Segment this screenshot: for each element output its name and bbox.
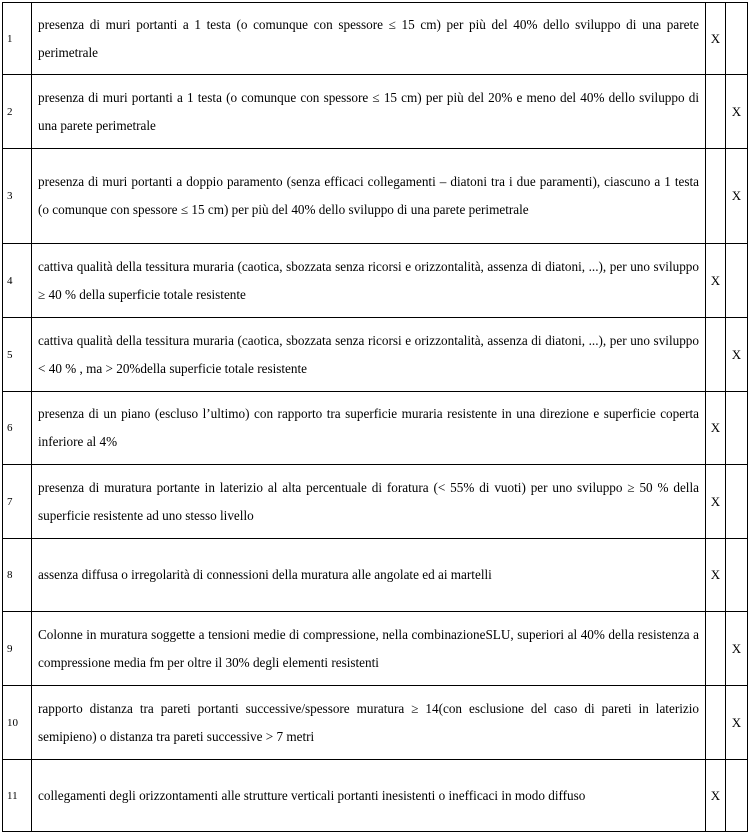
table-row bbox=[3, 686, 748, 760]
table-row bbox=[3, 539, 748, 612]
row-description: presenza di muri portanti a doppio paramento (senza efficaci collegamenti – diatoni tra i due paramenti), ciascuno a 1 testa (o comunque con spessore ≤ 15 cm) per più del 40% dello sviluppo di una parete perimetrale bbox=[32, 149, 706, 244]
row-mark-col2 bbox=[726, 244, 748, 318]
table-row bbox=[3, 465, 748, 539]
row-number: 2 bbox=[3, 75, 32, 149]
row-number: 9 bbox=[3, 612, 32, 686]
row-mark-col1: X bbox=[706, 392, 726, 465]
table-row bbox=[3, 392, 748, 465]
row-mark-col2: X bbox=[726, 318, 748, 392]
row-number: 11 bbox=[3, 760, 32, 832]
row-description: cattiva qualità della tessitura muraria (caotica, sbozzata senza ricorsi e orizzontalità, assenza di diatoni, ...), per uno sviluppo < 40 % , ma > 20%della superficie totale resistente bbox=[32, 318, 706, 392]
row-description: cattiva qualità della tessitura muraria (caotica, sbozzata senza ricorsi e orizzontalità, assenza di diatoni, ...), per uno sviluppo ≥ 40 % della superficie totale resistente bbox=[32, 244, 706, 318]
row-number: 7 bbox=[3, 465, 32, 539]
table-row bbox=[3, 244, 748, 318]
row-mark-col2 bbox=[726, 465, 748, 539]
row-description: rapporto distanza tra pareti portanti successive/spessore muratura ≥ 14(con esclusione del caso di pareti in laterizio semipieno) o distanza tra pareti successive > 7 metri bbox=[32, 686, 706, 760]
row-mark-col1: X bbox=[706, 3, 726, 75]
row-number: 5 bbox=[3, 318, 32, 392]
row-number: 8 bbox=[3, 539, 32, 612]
row-mark-col2 bbox=[726, 760, 748, 832]
row-mark-col1 bbox=[706, 149, 726, 244]
table-row bbox=[3, 612, 748, 686]
row-mark-col1: X bbox=[706, 539, 726, 612]
row-mark-col1 bbox=[706, 686, 726, 760]
table-row bbox=[3, 149, 748, 244]
row-mark-col1: X bbox=[706, 244, 726, 318]
row-mark-col2: X bbox=[726, 686, 748, 760]
table-row bbox=[3, 75, 748, 149]
row-number: 1 bbox=[3, 3, 32, 75]
row-mark-col2: X bbox=[726, 612, 748, 686]
row-description: collegamenti degli orizzontamenti alle strutture verticali portanti inesistenti o inefficaci in modo diffuso bbox=[32, 760, 706, 832]
row-mark-col2 bbox=[726, 539, 748, 612]
row-mark-col1: X bbox=[706, 465, 726, 539]
row-mark-col1 bbox=[706, 612, 726, 686]
row-number: 10 bbox=[3, 686, 32, 760]
row-number: 4 bbox=[3, 244, 32, 318]
row-mark-col1: X bbox=[706, 760, 726, 832]
table-row bbox=[3, 760, 748, 832]
row-mark-col2: X bbox=[726, 75, 748, 149]
row-mark-col2 bbox=[726, 392, 748, 465]
row-description: assenza diffusa o irregolarità di connessioni della muratura alle angolate ed ai martelli bbox=[32, 539, 706, 612]
row-description: presenza di un piano (escluso l’ultimo) con rapporto tra superficie muraria resistente in una direzione e superficie coperta inferiore al 4% bbox=[32, 392, 706, 465]
row-mark-col1 bbox=[706, 75, 726, 149]
row-description: Colonne in muratura soggette a tensioni medie di compressione, nella combinazioneSLU, superiori al 40% della resistenza a compressione media fm per oltre il 30% degli elementi resistenti bbox=[32, 612, 706, 686]
row-description: presenza di muratura portante in laterizio al alta percentuale di foratura (< 55% di vuoti) per uno sviluppo ≥ 50 % della superficie resistente ad uno stesso livello bbox=[32, 465, 706, 539]
row-mark-col2: X bbox=[726, 149, 748, 244]
row-mark-col2 bbox=[726, 3, 748, 75]
row-number: 6 bbox=[3, 392, 32, 465]
row-description: presenza di muri portanti a 1 testa (o comunque con spessore ≤ 15 cm) per più del 20% e meno del 40% dello sviluppo di una parete perimetrale bbox=[32, 75, 706, 149]
row-mark-col1 bbox=[706, 318, 726, 392]
row-number: 3 bbox=[3, 149, 32, 244]
vulnerability-table bbox=[2, 2, 748, 832]
table-row bbox=[3, 3, 748, 75]
row-description: presenza di muri portanti a 1 testa (o comunque con spessore ≤ 15 cm) per più del 40% dello sviluppo di una parete perimetrale bbox=[32, 3, 706, 75]
table-row bbox=[3, 318, 748, 392]
